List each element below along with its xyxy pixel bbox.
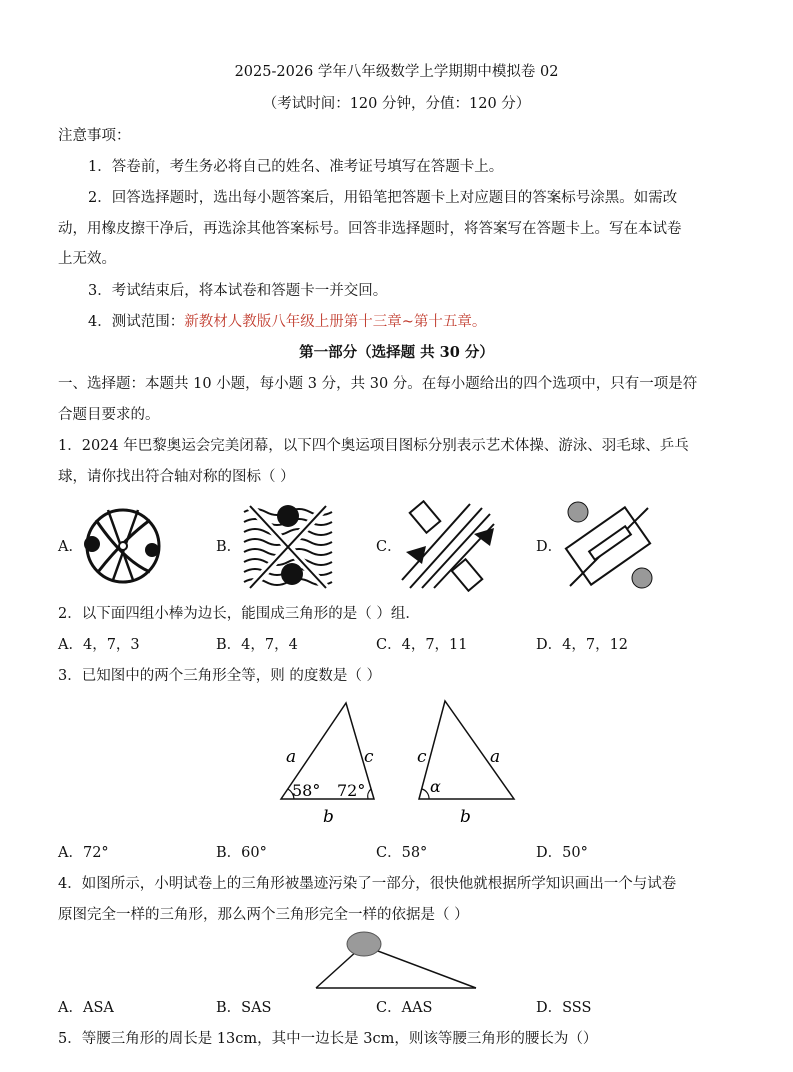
gymnastics-icon xyxy=(78,500,168,592)
note-2-cont: 动，用橡皮擦干净后，再选涂其他答案标号。回答非选择题时，将答案写在答题卡上。写在本试卷 xyxy=(58,221,682,237)
q1-line-1: 1．2024 年巴黎奥运会完美闭幕，以下四个奥运项目图标分别表示艺术体操、游泳、羽毛球、乒乓 xyxy=(58,438,689,454)
page-title: 2025-2026 学年八年级数学上学期期中模拟卷 02 xyxy=(234,64,559,80)
q4-option-d: D．SSS xyxy=(536,1000,592,1016)
q1-option-c-label: C． xyxy=(376,539,402,555)
table-tennis-icon xyxy=(558,500,658,592)
q2-option-a: A．4，7，3 xyxy=(58,637,140,653)
side-a-right: a xyxy=(490,747,501,767)
q2-stem: 2．以下面四组小棒为边长，能围成三角形的是（ ）组． xyxy=(58,606,420,622)
note-2-end: 上无效。 xyxy=(58,251,116,267)
section1-line-1: 一、选择题：本题共 10 小题，每小题 3 分，共 30 分。在每小题给出的四个选项中，只有一项是符 xyxy=(58,376,698,392)
note-2: 2．回答选择题时，选出每小题答案后，用铅笔把答题卡上对应题目的答案标号涂黑。如需改 xyxy=(88,190,678,206)
q1-option-a-label: A． xyxy=(58,539,83,555)
q5-stem: 5．等腰三角形的周长是 13cm，其中一边长是 3cm，则该等腰三角形的腰长为（） xyxy=(58,1031,598,1047)
side-b-right: b xyxy=(460,807,471,825)
q1-line-2: 球，请你找出符合轴对称的图标（ ） xyxy=(58,469,295,485)
angle-alpha: α xyxy=(430,777,441,796)
section1-line-2: 合题目要求的。 xyxy=(58,407,160,423)
q2-option-d: D．4，7，12 xyxy=(536,637,629,653)
side-b-left: b xyxy=(323,807,334,825)
note-4 xyxy=(88,312,486,332)
note-3: 3．考试结束后，将本试卷和答题卡一并交回。 xyxy=(88,283,388,299)
note-1: 1．答卷前，考生务必将自己的姓名、准考证号填写在答题卡上。 xyxy=(88,159,504,175)
q4-option-b: B．SAS xyxy=(216,1000,272,1016)
ink-blot xyxy=(347,932,381,956)
page-subtitle: （考试时间：120 分钟，分值：120 分） xyxy=(262,96,531,112)
q4-option-a: A．ASA xyxy=(58,1000,114,1016)
q3-option-c: C．58° xyxy=(376,845,428,861)
ink-stained-triangle xyxy=(310,928,490,994)
angle-58: 58° xyxy=(292,781,321,800)
q2-option-c: C．4，7，11 xyxy=(376,637,468,653)
q1-option-b-label: B． xyxy=(216,539,242,555)
q1-option-d-label: D． xyxy=(536,539,563,555)
angle-72: 72° xyxy=(337,781,366,800)
side-c-right: c xyxy=(417,747,427,767)
notes-heading: 注意事项： xyxy=(58,128,131,144)
q3-stem: 3．已知图中的两个三角形全等，则 的度数是（ ） xyxy=(58,668,381,684)
swimming-icon xyxy=(242,500,334,592)
scope-value: 新教材人教版八年级上册第十三章~第十五章。 xyxy=(184,314,487,330)
q4-line-2: 原图完全一样的三角形，那么两个三角形完全一样的依据是（ ） xyxy=(58,907,469,923)
q3-option-b: B．60° xyxy=(216,845,267,861)
q3-triangles xyxy=(270,695,530,825)
part1-heading: 第一部分（选择题 共 30 分） xyxy=(299,344,494,361)
badminton-icon xyxy=(400,500,495,592)
q2-option-b: B．4，7，4 xyxy=(216,637,298,653)
q3-option-a: A．72° xyxy=(58,845,109,861)
q4-option-c: C．AAS xyxy=(376,1000,433,1016)
side-a-left: a xyxy=(286,747,297,767)
side-c-left: c xyxy=(364,747,374,767)
scope-prefix: 4．测试范围： xyxy=(88,314,185,330)
q4-line-1: 4．如图所示，小明试卷上的三角形被墨迹污染了一部分，很快他就根据所学知识画出一个与试卷 xyxy=(58,876,677,892)
q3-option-d: D．50° xyxy=(536,845,588,861)
